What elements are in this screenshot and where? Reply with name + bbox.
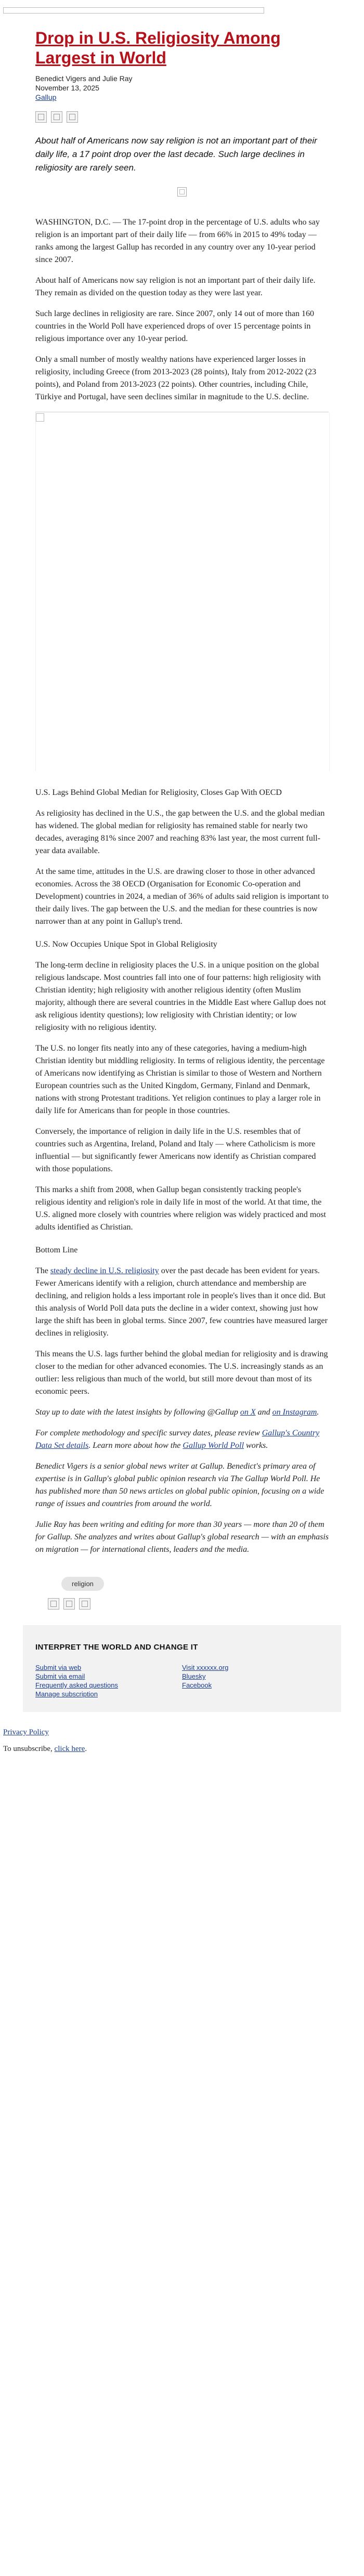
facebook-link[interactable]: Facebook — [182, 1681, 212, 1689]
article-card — [23, 28, 341, 1712]
footer-links — [35, 1663, 329, 1698]
share-icons-top — [35, 111, 329, 123]
topic-tag[interactable]: religion — [61, 1577, 104, 1591]
text: Stay up to date with the latest insights by following @Gallup — [35, 1408, 240, 1417]
footer-column-left — [35, 1663, 182, 1698]
footer-heading: INTERPRET THE WORLD AND CHANGE IT — [35, 1643, 198, 1652]
country-data-set-link[interactable]: Gallup's Country Data Set details — [35, 1429, 320, 1450]
chart-image-frame — [35, 412, 330, 771]
article-meta — [35, 74, 329, 102]
text: To unsubscribe, — [3, 1745, 55, 1753]
unsubscribe-link[interactable]: click here — [54, 1745, 85, 1753]
methodology-note — [35, 1427, 329, 1452]
submit-web-link[interactable]: Submit via web — [35, 1664, 82, 1671]
instagram-link[interactable]: on Instagram — [272, 1408, 317, 1417]
submit-email-link[interactable]: Submit via email — [35, 1672, 85, 1680]
author-bio: Julie Ray has been writing and editing for more than 30 years — more than 20 of them for Gallup. She analyzes and writes about Gallup's global research — with an emphasis on migration — for international clients, leaders and the media. — [35, 1520, 329, 1554]
article-authors: Benedict Vigers and Julie Ray — [35, 74, 133, 83]
broken-image-icon — [36, 413, 44, 422]
paragraph: This means the U.S. lags further behind the global median for religiosity and is drawing closer to the median for other advanced economies. The U.S. increasingly stands as an outlier: less religious than much of the world, but still more devout than most of its economic peers. — [35, 1350, 328, 1396]
share-image-icon[interactable] — [79, 1598, 90, 1610]
text: . Learn more about how the — [88, 1441, 183, 1450]
header-logo-image — [3, 7, 264, 14]
text: works. — [244, 1441, 268, 1450]
visit-site-link[interactable]: Visit xxxxxx.org — [182, 1664, 229, 1671]
paragraph: This marks a shift from 2008, when Gallup began consistently tracking people's religious identity and religion's role in daily life in most of the world. At that time, the U.S. aligned more closely with countries where religion was widely practiced and most adults identified as Christian. — [35, 1185, 326, 1232]
share-image-icon[interactable] — [48, 1598, 59, 1610]
broken-image-icon — [177, 187, 187, 197]
paragraph: WASHINGTON, D.C. — The 17-point drop in the percentage of U.S. adults who say religion is an important part of their daily life — from 66% in 2015 to 49% today — ranks among the largest Gallup has recorded in any country over any 10-year period since 2007. — [35, 218, 320, 264]
source-link[interactable]: Gallup — [35, 93, 57, 101]
article-title-link[interactable]: Drop in U.S. Religiosity Among Largest in World — [35, 29, 281, 67]
manage-subscription-link[interactable]: Manage subscription — [35, 1690, 98, 1698]
section-intro — [35, 216, 329, 403]
paragraph: The long-term decline in religiosity places the U.S. in a unique position on the global religious landscape. Most countries fall into one of four patterns: high religiosity with Christian identity; high religiosity with another religious identity (often Muslim majority, although there are several countries in the Middle East where Gallup does not ask religious identity questions); low religiosity with Christian identity; or low religiosity with no religious identity. — [35, 961, 326, 1032]
text: and — [255, 1408, 272, 1417]
follow-note — [35, 1406, 329, 1419]
tag-row — [35, 1577, 329, 1591]
email-header — [0, 0, 364, 28]
share-image-icon[interactable] — [51, 111, 62, 123]
paragraph: About half of Americans now say religion is not an important part of their daily life. They remain as divided on the question today as they were last year. — [35, 276, 316, 297]
share-image-icon[interactable] — [35, 111, 47, 123]
share-image-icon[interactable] — [63, 1598, 75, 1610]
text: . — [317, 1408, 319, 1417]
share-icons-bottom — [48, 1598, 341, 1610]
text: . — [85, 1745, 87, 1753]
religiosity-decline-link[interactable]: steady decline in U.S. religiosity — [50, 1266, 159, 1275]
bluesky-link[interactable]: Bluesky — [182, 1672, 206, 1680]
paragraph: Only a small number of mostly wealthy nations have experienced larger losses in religiosity, including Greece (from 2013-2023 (28 points), Italy from 2012-2022 (23 points), and Poland from 2013-2023 (22 points). Other countries, including Chile, Türkiye and Portugal, have seen declines similar in magnitude to the U.S. decline. — [35, 355, 317, 401]
author-bio: Benedict Vigers is a senior global news writer at Gallup. Benedict's primary area of expertise is in Gallup's global public opinion research via The Gallup World Poll. He has published more than 50 news articles on global public opinion, focusing on a wide range of issues and countries from around the world. — [35, 1462, 324, 1508]
text: The — [35, 1266, 50, 1275]
footer-column-right — [182, 1663, 329, 1698]
section-heading: U.S. Lags Behind Global Median for Religiosity, Closes Gap With OECD — [35, 788, 282, 797]
footer — [23, 1625, 341, 1712]
paragraph: The U.S. no longer fits neatly into any of these categories, having a medium-high Christian identity but middling religiosity. In terms of religious identity, the percentage of Americans now identifying as Christian is similar to those of Western and Northern European countries such as the United Kingdom, Germany, Finland and Denmark, nations with strong Protestant traditions. Yet religion continues to play a larger role in daily life for Americans than for people in those countries. — [35, 1044, 325, 1115]
paragraph: Conversely, the importance of religion in daily life in the U.S. resembles that of countries such as Argentina, Ireland, Poland and Italy — where Catholicism is more influential — but significantly fewer Americans now identify as Christian compared with those populations. — [35, 1127, 316, 1173]
text: over the past decade has been evident for years. Fewer Americans identify with a religion, church attendance and membership are declining, and religion holds a less important role in people's lives than it once did. But this analysis of World Poll data puts the decline in a wider context, showing just how large the shift has been in global terms. Since 2007, few countries have measured larger declines in religiosity. — [35, 1266, 328, 1338]
share-image-icon[interactable] — [67, 111, 78, 123]
paragraph: At the same time, attitudes in the U.S. are drawing closer to those in other advanced economies. Across the 38 OECD (Organisation for Economic Co-operation and Development) countries in 2024, a median of 36% of adults said religion is important to their daily lives. The gap between the U.S. and the median for these countries is now narrower than at any point in Gallup's trend. — [35, 867, 329, 926]
world-poll-link[interactable]: Gallup World Poll — [183, 1441, 244, 1450]
paragraph: As religiosity has declined in the U.S., the gap between the U.S. and the global median has widened. The global median for religiosity has remained stable for nearly two decades, averaging 81% since 2007 and reaching 83% last year, the most current full-year data available. — [35, 809, 325, 855]
faq-link[interactable]: Frequently asked questions — [35, 1681, 118, 1689]
paragraph — [35, 1265, 329, 1340]
text: For complete methodology and specific survey dates, please review — [35, 1429, 262, 1437]
section-heading: U.S. Now Occupies Unique Spot in Global Religiosity — [35, 940, 217, 949]
x-link[interactable]: on X — [240, 1408, 256, 1417]
unsubscribe-line — [3, 1743, 362, 1755]
privacy-policy-link[interactable]: Privacy Policy — [3, 1728, 49, 1736]
section-heading: Bottom Line — [35, 1246, 78, 1254]
email-bottom — [0, 1712, 364, 1770]
article-date: November 13, 2025 — [35, 84, 99, 92]
article-deck: About half of Americans now say religion is not an important part of their daily life, a 17 point drop over the last decade. Such large declines in religiosity are rarely seen. — [35, 136, 317, 173]
paragraph: Such large declines in religiosity are rare. Since 2007, only 14 out of more than 160 countries in the World Poll have experienced drops of over 15 percentage points in religious importance over any 10-year period. — [35, 309, 315, 343]
